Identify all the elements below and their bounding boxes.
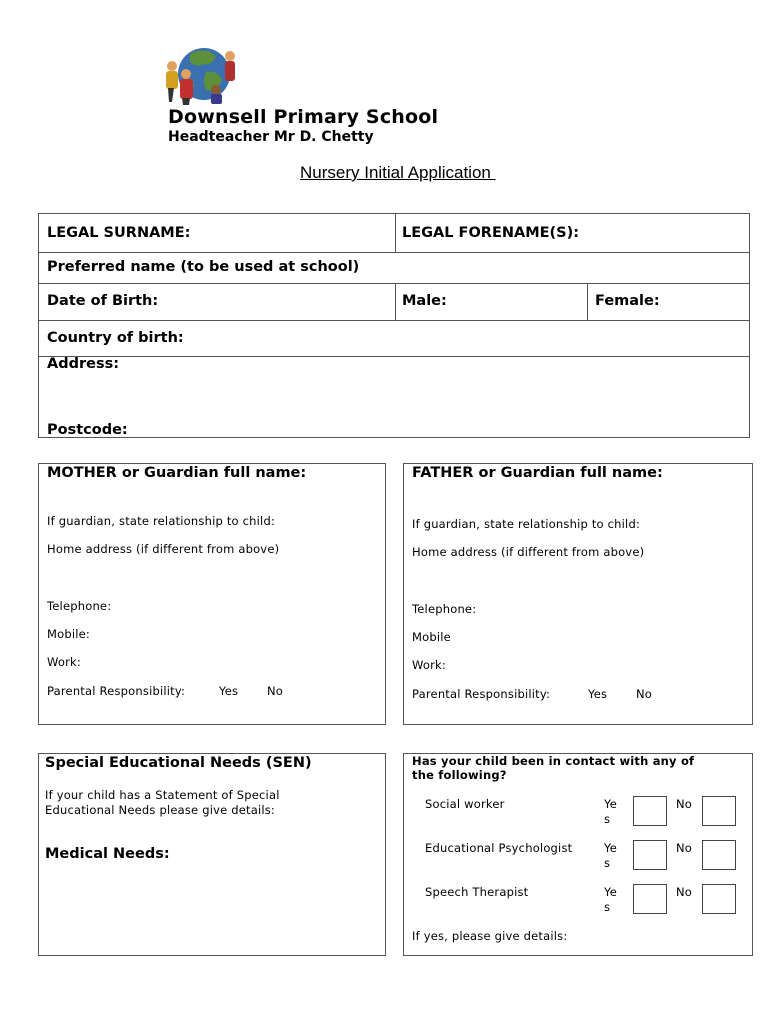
father-work-field[interactable]: Work: <box>412 658 446 672</box>
row-divider <box>39 283 749 284</box>
date-of-birth-field[interactable]: Date of Birth: <box>47 293 159 309</box>
column-divider <box>395 283 396 320</box>
mother-parental-responsibility-label: Parental Responsibility: <box>47 684 186 698</box>
contact-details-field[interactable]: If yes, please give details: <box>412 929 568 943</box>
postcode-field[interactable]: Postcode: <box>47 422 128 438</box>
mother-home-address-field[interactable]: Home address (if different from above) <box>47 542 280 556</box>
mother-parental-no-option[interactable]: No <box>267 684 284 698</box>
medical-needs-field[interactable]: Medical Needs: <box>45 846 170 862</box>
contact-item-social-worker: Social worker <box>425 797 505 811</box>
mother-mobile-field[interactable]: Mobile: <box>47 627 90 641</box>
sen-box <box>38 753 386 956</box>
school-name: Downsell Primary School <box>168 106 439 128</box>
no-label: No <box>676 797 693 811</box>
column-divider <box>587 283 588 320</box>
yes-label: Ye <box>604 885 617 899</box>
father-parental-no-option[interactable]: No <box>636 687 653 701</box>
mother-telephone-field[interactable]: Telephone: <box>47 599 112 613</box>
no-label: No <box>676 885 693 899</box>
sen-title: Special Educational Needs (SEN) <box>45 755 312 771</box>
contact-box <box>403 753 753 956</box>
address-field[interactable]: Address: <box>47 356 120 372</box>
no-label: No <box>676 841 693 855</box>
mother-relationship-field[interactable]: If guardian, state relationship to child: <box>47 514 276 528</box>
father-name-field[interactable]: FATHER or Guardian full name: <box>412 465 663 481</box>
sen-statement-line1: If your child has a Statement of Special <box>45 788 280 802</box>
mother-name-field[interactable]: MOTHER or Guardian full name: <box>47 465 307 481</box>
mother-work-field[interactable]: Work: <box>47 655 81 669</box>
yes-label-wrap: s <box>604 856 611 870</box>
yes-label-wrap: s <box>604 900 611 914</box>
headteacher-name: Headteacher Mr D. Chetty <box>168 129 374 145</box>
father-mobile-field[interactable]: Mobile <box>412 630 451 644</box>
row-divider <box>39 252 749 253</box>
father-guardian-box <box>403 463 753 725</box>
father-parental-responsibility-label: Parental Responsibility: <box>412 687 551 701</box>
legal-forenames-field[interactable]: LEGAL FORENAME(S): <box>402 225 580 241</box>
child-details-table <box>38 213 750 438</box>
male-field[interactable]: Male: <box>402 293 447 309</box>
column-divider <box>395 214 396 252</box>
form-title: Nursery Initial Application <box>300 163 496 182</box>
contact-item-educational-psychologist: Educational Psychologist <box>425 841 573 855</box>
father-parental-yes-option[interactable]: Yes <box>588 687 608 701</box>
yes-label: Ye <box>604 841 617 855</box>
yes-label: Ye <box>604 797 617 811</box>
school-logo <box>160 44 240 106</box>
speech-therapist-yes-checkbox[interactable] <box>633 884 667 914</box>
row-divider <box>39 356 749 357</box>
father-telephone-field[interactable]: Telephone: <box>412 602 477 616</box>
yes-label-wrap: s <box>604 812 611 826</box>
sen-statement-line2: Educational Needs please give details: <box>45 803 276 817</box>
contact-title-line1: Has your child been in contact with any of <box>412 754 695 768</box>
legal-surname-field[interactable]: LEGAL SURNAME: <box>47 225 191 241</box>
mother-parental-yes-option[interactable]: Yes <box>219 684 239 698</box>
contact-title-line2: the following? <box>412 768 507 782</box>
educational-psychologist-no-checkbox[interactable] <box>702 840 736 870</box>
educational-psychologist-yes-checkbox[interactable] <box>633 840 667 870</box>
social-worker-no-checkbox[interactable] <box>702 796 736 826</box>
father-home-address-field[interactable]: Home address (if different from above) <box>412 545 645 559</box>
female-field[interactable]: Female: <box>595 293 660 309</box>
contact-item-speech-therapist: Speech Therapist <box>425 885 529 899</box>
preferred-name-field[interactable]: Preferred name (to be used at school) <box>47 259 360 275</box>
mother-guardian-box <box>38 463 386 725</box>
social-worker-yes-checkbox[interactable] <box>633 796 667 826</box>
row-divider <box>39 320 749 321</box>
speech-therapist-no-checkbox[interactable] <box>702 884 736 914</box>
father-relationship-field[interactable]: If guardian, state relationship to child: <box>412 517 641 531</box>
country-of-birth-field[interactable]: Country of birth: <box>47 330 184 346</box>
